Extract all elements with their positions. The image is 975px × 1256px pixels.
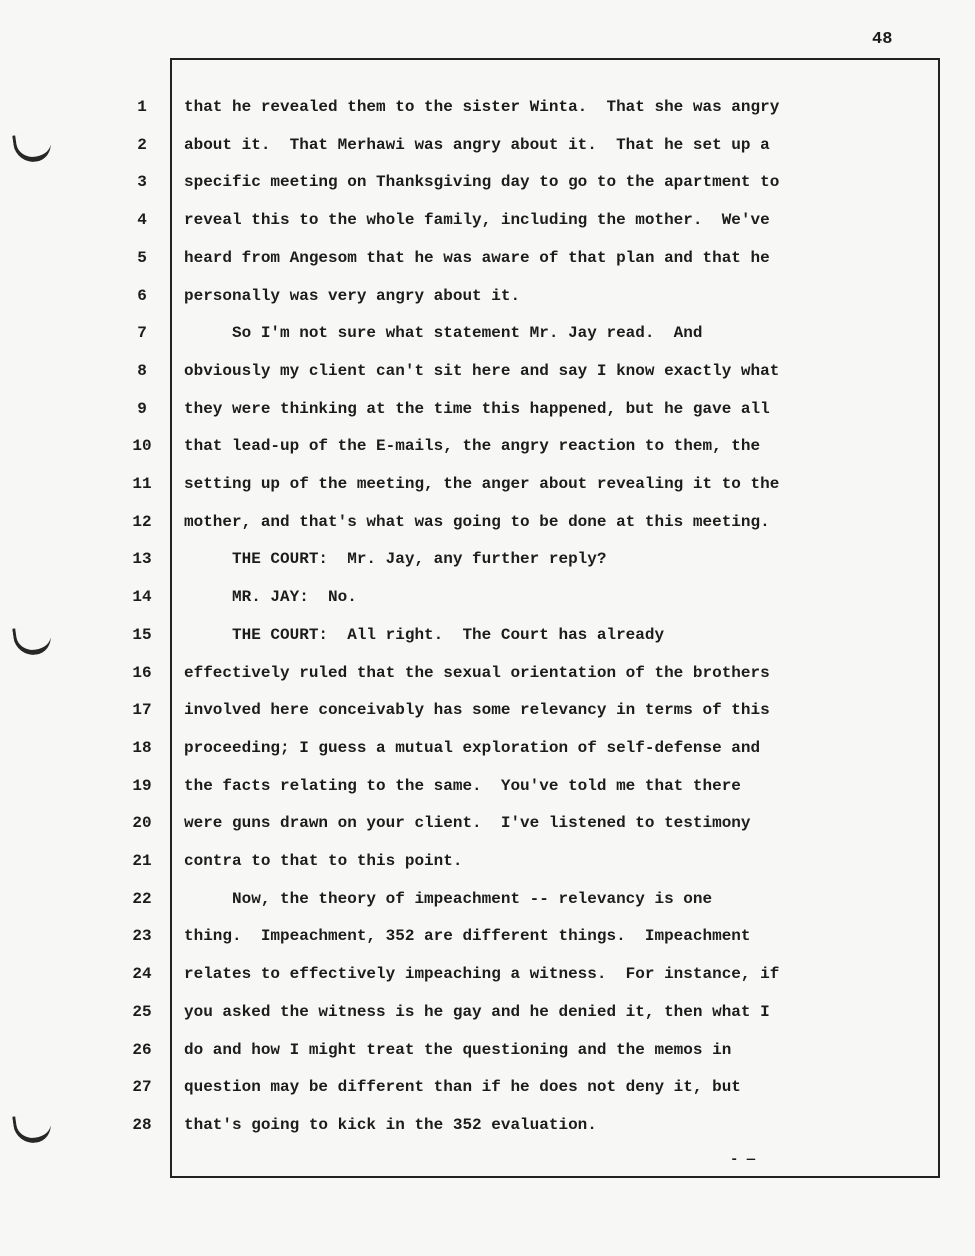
line-number: 3 [137, 173, 147, 191]
line-number: 20 [132, 814, 152, 832]
line-number: 16 [132, 664, 152, 682]
transcript-line: effectively ruled that the sexual orientation of the brothers [184, 664, 770, 682]
line-number: 28 [132, 1116, 152, 1134]
line-number: 17 [132, 701, 152, 719]
line-number: 19 [132, 777, 152, 795]
transcript-line: heard from Angesom that he was aware of that plan and that he [184, 249, 770, 267]
line-number: 11 [132, 475, 152, 493]
transcript-line: question may be different than if he does not deny it, but [184, 1078, 741, 1096]
transcript-line: obviously my client can't sit here and say I know exactly what [184, 362, 780, 380]
transcript-line: relates to effectively impeaching a witness. For instance, if [184, 965, 780, 983]
binder-hole-mark [12, 1112, 53, 1146]
transcript-line: thing. Impeachment, 352 are different things. Impeachment [184, 927, 751, 945]
line-number: 27 [132, 1078, 152, 1096]
transcript-line: setting up of the meeting, the anger about revealing it to the [184, 475, 780, 493]
transcript-line: personally was very angry about it. [184, 287, 521, 305]
transcript-line: specific meeting on Thanksgiving day to go to the apartment to [184, 173, 780, 191]
transcript-line: involved here conceivably has some relevancy in terms of this [184, 701, 770, 719]
transcript-line: the facts relating to the same. You've told me that there [184, 777, 741, 795]
transcript-line: that's going to kick in the 352 evaluation. [184, 1116, 597, 1134]
line-number: 22 [132, 890, 152, 908]
transcript-line: that he revealed them to the sister Winta. That she was angry [184, 98, 780, 116]
transcript-line: that lead-up of the E-mails, the angry reaction to them, the [184, 437, 761, 455]
line-number: 8 [137, 362, 147, 380]
line-number: 18 [132, 739, 152, 757]
line-number: 1 [137, 98, 147, 116]
line-number: 12 [132, 513, 152, 531]
line-number: 10 [132, 437, 152, 455]
line-number: 6 [137, 287, 147, 305]
transcript-line: THE COURT: All right. The Court has already [184, 626, 665, 644]
line-number: 7 [137, 324, 147, 342]
binder-hole-mark [12, 624, 53, 658]
line-number: 9 [137, 400, 147, 418]
page-number: 48 [872, 30, 893, 49]
transcript-line: Now, the theory of impeachment -- relevancy is one [184, 890, 713, 908]
transcript-line: contra to that to this point. [184, 852, 463, 870]
line-number: 26 [132, 1041, 152, 1059]
transcript-line: THE COURT: Mr. Jay, any further reply? [184, 550, 607, 568]
transcript-line: So I'm not sure what statement Mr. Jay read. And [184, 324, 703, 342]
line-number: 24 [132, 965, 152, 983]
line-number: 25 [132, 1003, 152, 1021]
transcript-line: were guns drawn on your client. I've listened to testimony [184, 814, 751, 832]
line-number: 14 [132, 588, 152, 606]
transcript-line: about it. That Merhawi was angry about it. That he set up a [184, 136, 770, 154]
line-number: 2 [137, 136, 147, 154]
transcript-line: they were thinking at the time this happened, but he gave all [184, 400, 770, 418]
transcript-line: mother, and that's what was going to be done at this meeting. [184, 513, 770, 531]
line-number: 5 [137, 249, 147, 267]
line-number: 15 [132, 626, 152, 644]
transcript-line: MR. JAY: No. [184, 588, 357, 606]
footer-dash-mark: - — [730, 1152, 756, 1168]
line-number: 4 [137, 211, 147, 229]
binder-hole-mark [12, 131, 53, 165]
transcript-line: do and how I might treat the questioning and the memos in [184, 1041, 732, 1059]
transcript-line: reveal this to the whole family, including the mother. We've [184, 211, 770, 229]
line-number: 23 [132, 927, 152, 945]
line-number: 21 [132, 852, 152, 870]
line-number: 13 [132, 550, 152, 568]
transcript-line: you asked the witness is he gay and he denied it, then what I [184, 1003, 770, 1021]
transcript-line: proceeding; I guess a mutual exploration of self-defense and [184, 739, 761, 757]
